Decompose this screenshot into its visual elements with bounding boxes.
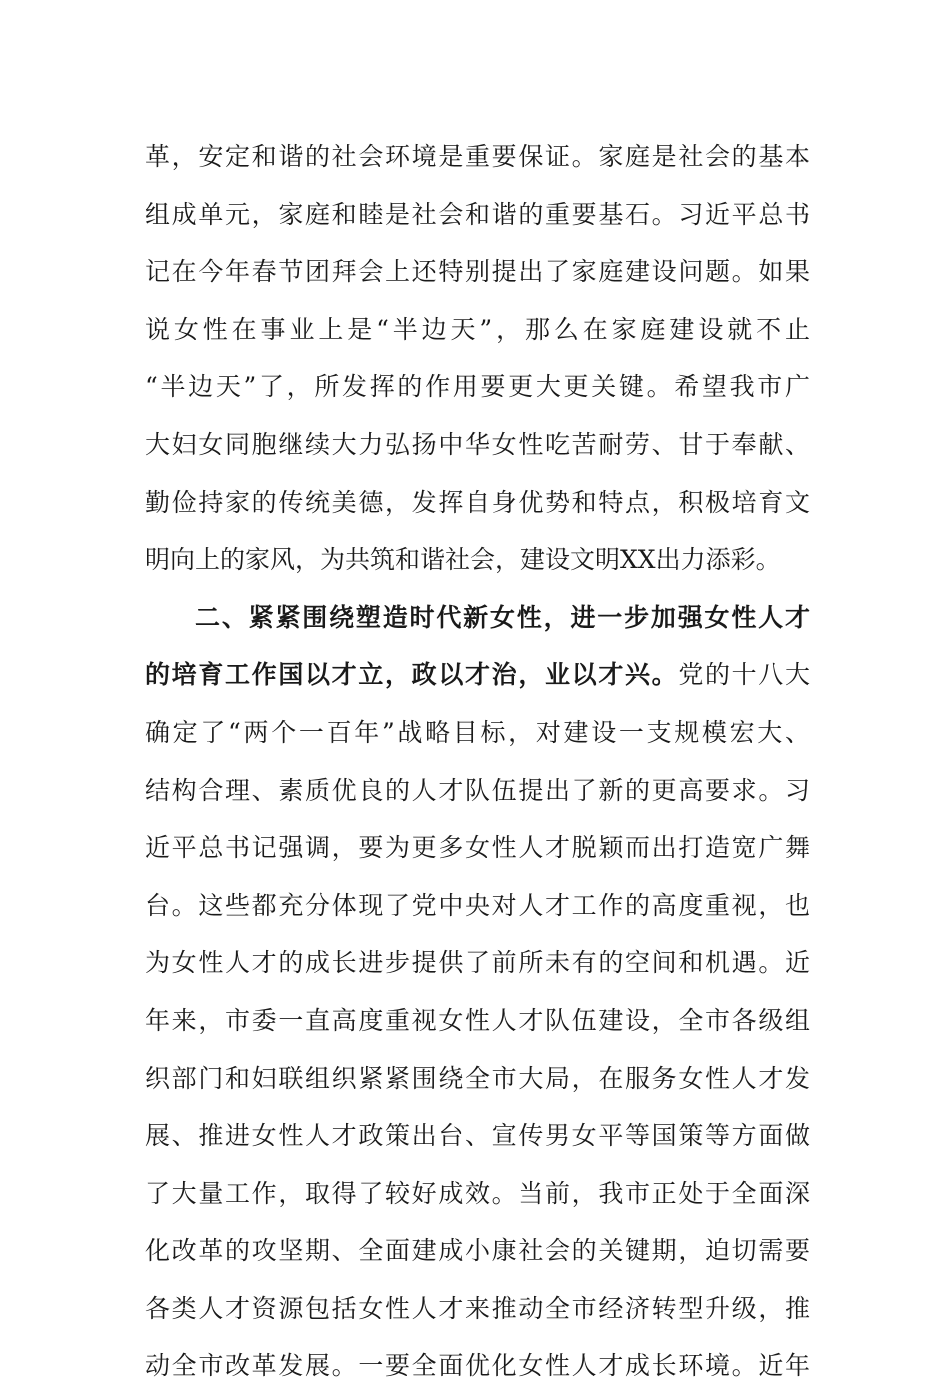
text-line: “半边天”了，所发挥的作用要更大更关键。希望我市广: [145, 372, 810, 402]
text-line: 化改革的攻坚期、全面建成小康社会的关键期，迫切需要: [145, 1236, 810, 1266]
text-line: 组成单元，家庭和睦是社会和谐的重要基石。习近平总书: [145, 199, 810, 229]
text-line: 勤俭持家的传统美德，发挥自身优势和特点，积极培育文: [145, 487, 810, 517]
text-fragment: 党的十八大: [678, 660, 810, 690]
text-line: 年来，市委一直高度重视女性人才队伍建设，全市各级组: [145, 1005, 810, 1035]
text-line: 为女性人才的成长进步提供了前所未有的空间和机遇。近: [145, 948, 810, 978]
text-line: 各类人才资源包括女性人才来推动全市经济转型升级，推: [145, 1293, 810, 1323]
text-line: 结构合理、素质优良的人才队伍提出了新的更高要求。习: [145, 775, 810, 805]
document-body: [145, 128, 810, 1395]
text-line: 明向上的家风，为共筑和谐社会，建设文明XX出力添彩。: [145, 545, 781, 575]
section-heading-line: 二、紧紧围绕塑造时代新女性，进一步加强女性人才: [195, 602, 810, 632]
text-line: 动全市改革发展。一要全面优化女性人才成长环境。近年: [145, 1351, 810, 1381]
text-line: 展、推进女性人才政策出台、宣传男女平等国策等方面做: [145, 1121, 810, 1151]
text-line: 确定了“两个一百年”战略目标，对建设一支规模宏大、: [145, 717, 810, 747]
text-line: 织部门和妇联组织紧紧围绕全市大局，在服务女性人才发: [145, 1063, 810, 1093]
section-heading-tail: 的培育工作国以才立，政以才治，业以才兴。: [145, 660, 679, 690]
text-line: 近平总书记强调，要为更多女性人才脱颖而出打造宽广舞: [145, 833, 810, 863]
text-line: 台。这些都充分体现了党中央对人才工作的高度重视，也: [145, 890, 810, 920]
text-line: 革，安定和谐的社会环境是重要保证。家庭是社会的基本: [145, 142, 810, 171]
section-heading-continuation: [145, 646, 810, 704]
text-line: 记在今年春节团拜会上还特别提出了家庭建设问题。如果: [145, 257, 810, 287]
text-line: 说女性在事业上是“半边天”，那么在家庭建设就不止: [145, 314, 810, 344]
text-line: 了大量工作，取得了较好成效。当前，我市正处于全面深: [145, 1178, 810, 1208]
text-line: 大妇女同胞继续大力弘扬中华女性吃苦耐劳、甘于奉献、: [145, 429, 810, 459]
